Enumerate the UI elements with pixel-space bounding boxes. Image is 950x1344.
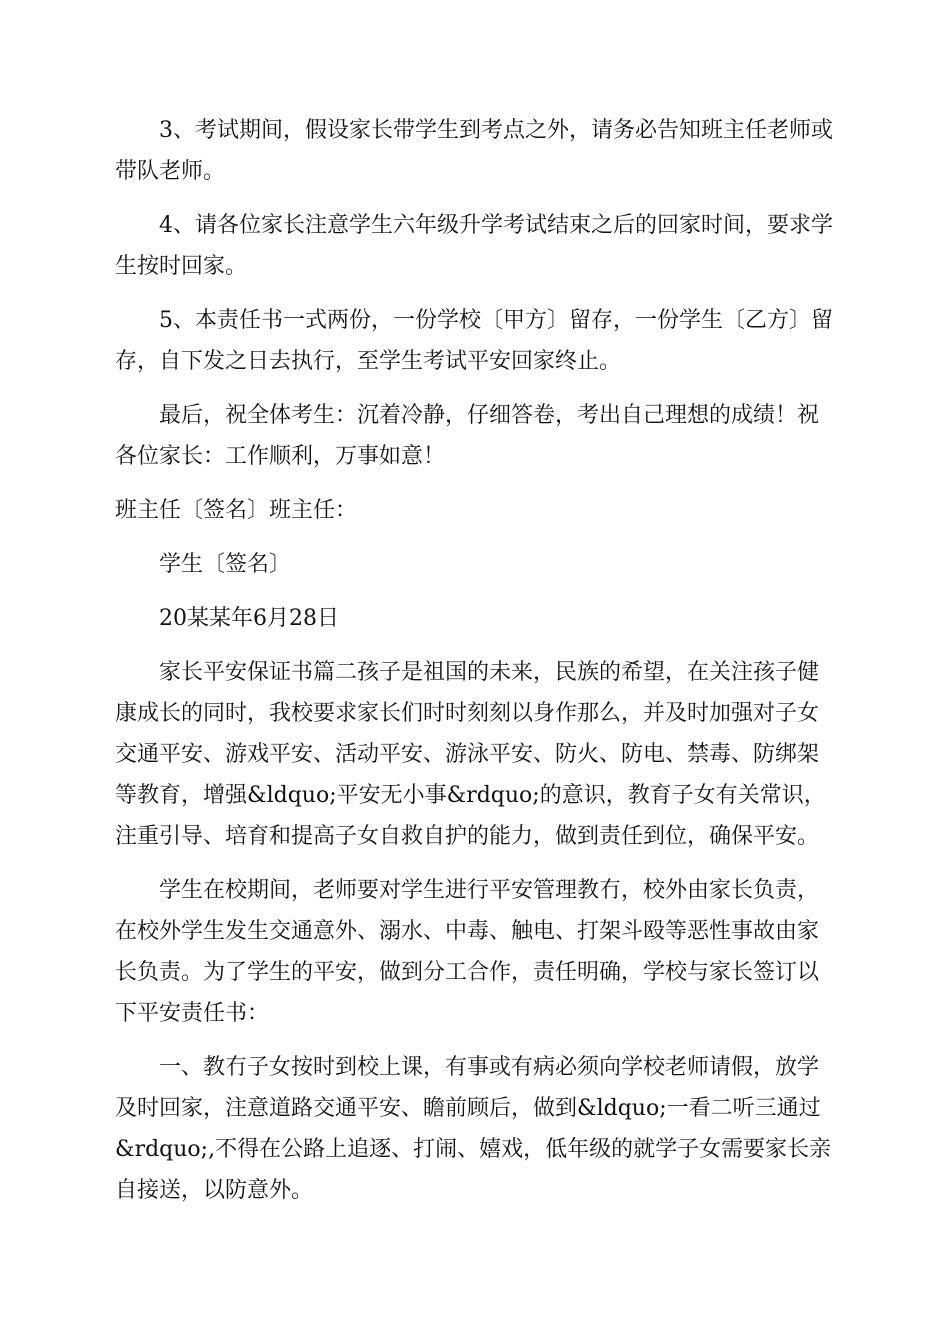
closing-wishes: 最后，祝全体考生：沉着冷静，仔细答卷，考出自己理想的成绩！祝各位家长：工作顺利，万事如意！	[115, 403, 820, 469]
document-body	[115, 110, 835, 1224]
teacher-signature-line: 班主任〔签名〕班主任：	[115, 498, 358, 523]
document-date: 20某某年6月28日	[159, 606, 339, 631]
rule-item-one: 一、教冇子女按时到校上课，有事或有病必须向学校老师请假，放学及时回家，注意道路交通平安、瞻前顾后，做到&ldquo;一看二听三通过&rdquo;,不得在公路上追逐、打闹、嬉戏，低年级的就学子女需要家长亲自接送，以防意外。	[115, 1055, 832, 1203]
paragraph-item-3: 3、考试期间，假设家长带学生到考点之外，请务必告知班主任老师或带队老师。	[115, 118, 833, 184]
paragraph-item-5: 5、本责任书一式两份，一份学校〔甲方〕留存，一份学生〔乙方〕留存，自下发之日去执行，至学生考试平安回家终止。	[115, 308, 833, 374]
section-two-intro: 家长平安保证书篇二孩子是祖国的未来，民族的希望，在关注孩子健康成长的同时，我校要求家长们时时刻刻以身作那么，并及时加强对子女交通平安、游戏平安、活动平安、游泳平安、防火、防电、禁毒、防绑架等教育，增强&ldquo;平安无小事&rdquo;的意识，教育子女有关常识，注重引导、培育和提高子女自救自护的能力，做到责任到位，确保平安。	[115, 660, 826, 849]
student-signature-line: 学生〔签名〕	[159, 552, 292, 577]
paragraph-item-4: 4、请各位家长注意学生六年级升学考试结束之后的回家时间，要求学生按时回家。	[115, 213, 833, 279]
responsibility-paragraph: 学生在校期间，老师要对学生进行平安管理教冇，校外由家长负责，在校外学生发生交通意外、溺水、中毒、触电、打架斗殴等恶性事故由家长负责。为了学生的平安，做到分工合作，责任明确，学校与家长签订以下平安责任书：	[115, 878, 820, 1026]
